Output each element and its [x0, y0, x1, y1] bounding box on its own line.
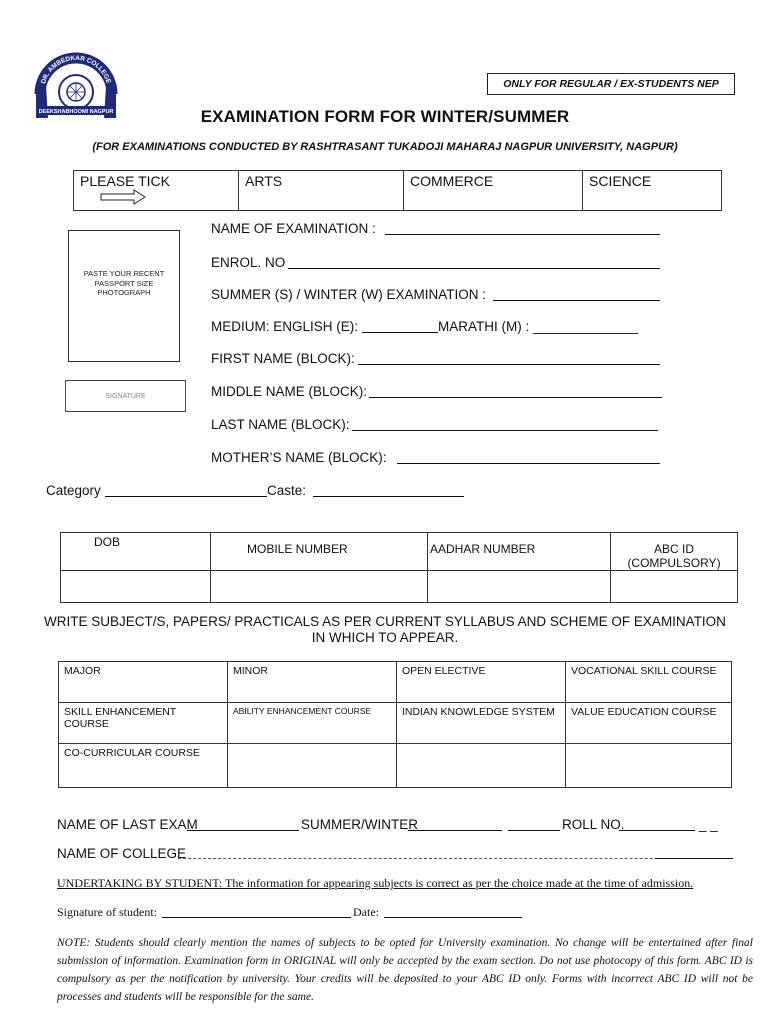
tick-science[interactable]: [583, 171, 722, 211]
enrol-label: ENROL. NO: [211, 255, 286, 270]
dob-input[interactable]: [61, 571, 211, 603]
last-name-label: LAST NAME (BLOCK):: [211, 417, 350, 432]
tick-commerce-label: COMMERCE: [410, 173, 494, 189]
first-name-field[interactable]: [358, 364, 660, 365]
date-field[interactable]: [384, 917, 522, 918]
tick-arts[interactable]: [239, 171, 404, 211]
dob-header: DOB: [61, 533, 211, 571]
abc-id-input[interactable]: [611, 571, 738, 603]
signature-box-label: SIGNATURE: [105, 392, 146, 400]
signature-box[interactable]: [65, 380, 186, 412]
photo-line-1: PASTE YOUR RECENT: [83, 269, 165, 278]
subject-ability-enhancement[interactable]: ABILITY ENHANCEMENT COURSE: [228, 703, 397, 744]
subjects-table: [58, 661, 732, 788]
caste-label: Caste:: [267, 483, 307, 498]
subject-minor[interactable]: MINOR: [228, 662, 397, 703]
subjects-heading: WRITE SUBJECT/S, PAPERS/ PRACTICALS AS PER CURRENT SYLLABUS AND SCHEME OF EXAMINATION IN WHICH TO APPEAR.: [44, 614, 726, 645]
subject-empty-cell[interactable]: [397, 744, 566, 788]
exam-name-label: NAME OF EXAMINATION :: [211, 221, 376, 236]
logo-text-top: DR. AMBEDKAR COLLEGE: [40, 54, 112, 85]
roll-no-tail: _ _: [699, 817, 718, 832]
note-text: NOTE: Students should clearly mention the names of subjects to be opted for University examination. No change will be entertained after final submission of information. Examination form in ORIGINAL will only be accepted by the exam section. Do not use photocopy of this form. ABC ID is compulsory as per the notification by university. Your credits will be deposited to your ABC ID only. Forms with incorrect ABC ID will not be processes and students will be responsible for the same.: [57, 937, 753, 1003]
last-exam-label: NAME OF LAST EXAM: [57, 817, 198, 832]
summer-winter-field[interactable]: [493, 300, 660, 301]
session-field[interactable]: [408, 830, 502, 831]
please-tick-label: PLEASE TICK: [80, 173, 171, 189]
last-name-field[interactable]: [352, 430, 658, 431]
please-tick-cell: [74, 171, 239, 211]
subject-open-elective[interactable]: OPEN ELECTIVE: [397, 662, 566, 703]
middle-name-field[interactable]: [369, 397, 662, 398]
roll-no-field[interactable]: [619, 830, 695, 831]
faculty-tick-table: [73, 170, 722, 211]
subject-indian-knowledge[interactable]: INDIAN KNOWLEDGE SYSTEM: [397, 703, 566, 744]
medium-marathi-label: MARATHI (M) : ______________: [438, 319, 639, 334]
medium-english-label: MEDIUM: ENGLISH (E):: [211, 319, 359, 334]
aadhar-header: AADHAR NUMBER: [428, 533, 611, 571]
summer-winter-label: SUMMER (S) / WINTER (W) EXAMINATION :: [211, 287, 486, 302]
mobile-header: MOBILE NUMBER: [211, 533, 428, 571]
category-field[interactable]: [105, 496, 267, 497]
subject-co-curricular[interactable]: CO-CURRICULAR COURSE: [59, 744, 228, 788]
photo-box[interactable]: [68, 230, 180, 362]
student-signature-label: Signature of student:: [57, 905, 157, 919]
undertaking-text: UNDERTAKING BY STUDENT: The information for appearing subjects is correct as per the choice made at the time of admission.: [57, 876, 694, 890]
id-details-table: [60, 532, 738, 603]
first-name-label: FIRST NAME (BLOCK):: [211, 351, 355, 366]
medium-english-field[interactable]: [362, 332, 438, 333]
college-label: NAME OF COLLEGE: [57, 846, 187, 861]
form-title: EXAMINATION FORM FOR WINTER/SUMMER: [200, 107, 570, 126]
logo-text-bottom: DEEKSHABHOOMI NAGPUR: [38, 109, 114, 115]
tick-arts-label: ARTS: [245, 173, 283, 189]
enrol-field[interactable]: [288, 268, 660, 269]
subject-empty-cell[interactable]: [228, 744, 397, 788]
date-label: Date:: [353, 905, 379, 919]
subject-major[interactable]: MAJOR: [59, 662, 228, 703]
photo-line-2: PASSPORT SIZE: [94, 278, 154, 288]
photo-line-3: PHOTOGRAPH: [97, 288, 151, 297]
category-label: Category: [46, 483, 101, 498]
form-subtitle: (FOR EXAMINATIONS CONDUCTED BY RASHTRASANT TUKADOJI MAHARAJ NAGPUR UNIVERSITY, NAGPUR): [92, 141, 678, 153]
photo-instructions: [69, 269, 179, 298]
exam-name-field[interactable]: [385, 234, 660, 235]
student-type-badge: ONLY FOR REGULAR / EX-STUDENTS NEP: [487, 73, 735, 95]
caste-field[interactable]: [313, 496, 464, 497]
aadhar-input[interactable]: [428, 571, 611, 603]
tick-commerce[interactable]: [404, 171, 583, 211]
session-label: SUMMER/WINTER: [301, 817, 418, 832]
subject-empty-cell[interactable]: [566, 744, 732, 788]
right-arrow-icon: [100, 189, 146, 208]
mobile-input[interactable]: [211, 571, 428, 603]
student-signature-field[interactable]: [162, 917, 351, 918]
abc-id-header: ABC ID (COMPULSORY): [611, 533, 738, 571]
college-field-end[interactable]: [655, 858, 733, 859]
last-exam-field[interactable]: [187, 830, 299, 831]
subject-skill-enhancement[interactable]: SKILL ENHANCEMENT COURSE: [59, 703, 228, 744]
mother-name-field[interactable]: [397, 463, 660, 464]
mother-name-label: MOTHER’S NAME (BLOCK):: [211, 450, 387, 465]
subject-value-education[interactable]: VALUE EDUCATION COURSE: [566, 703, 732, 744]
middle-name-label: MIDDLE NAME (BLOCK):: [211, 384, 368, 399]
college-field[interactable]: [178, 858, 733, 859]
session-field-2[interactable]: [508, 830, 560, 831]
subject-vocational-skill[interactable]: VOCATIONAL SKILL COURSE: [566, 662, 732, 703]
tick-science-label: SCIENCE: [589, 173, 652, 189]
roll-no-label: ROLL NO.: [562, 817, 625, 832]
